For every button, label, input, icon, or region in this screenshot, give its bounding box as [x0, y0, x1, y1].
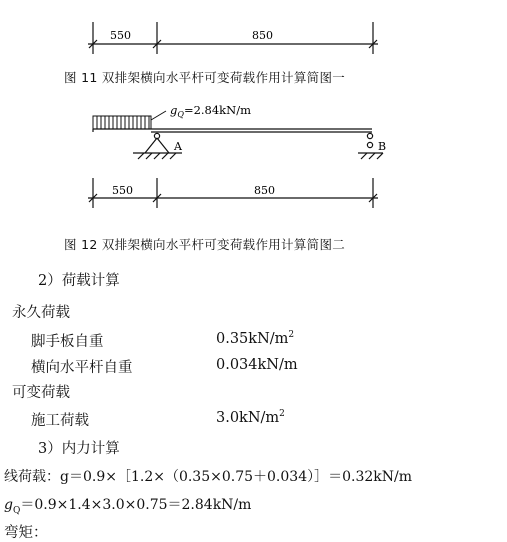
variable-load-formula: $g_Q=0.9\times 1.4\times 3.0\times 0.75=2.84kN/m$: [4, 497, 252, 516]
load-item-value: $3.0kN/m^2$: [216, 409, 285, 426]
section2-heading: 2）荷载计算: [38, 273, 120, 289]
bending-moment-label: 弯矩：: [4, 525, 48, 541]
support-a-label: A: [174, 140, 182, 153]
load-item-name: 脚手板自重: [31, 334, 104, 350]
load-item-name: 施工荷载: [31, 413, 89, 429]
load-item-value: 0.034kN/m: [216, 356, 298, 373]
figure11-caption: 图 11 双排架横向水平杆可变荷载作用计算简图一: [64, 70, 346, 85]
load-item-value: $0.35kN/m^2$: [216, 330, 295, 347]
dim-550-fig12: 550: [112, 184, 133, 197]
figure12-diagram: [0, 98, 507, 230]
permanent-load-title: 永久荷载: [12, 305, 70, 321]
figure12-caption: 图 12 双排架横向水平杆可变荷载作用计算简图二: [64, 237, 346, 252]
beam: [93, 129, 372, 132]
distributed-load: [93, 111, 166, 129]
figure11-dimension-line: [0, 0, 507, 60]
dim-850: 850: [252, 29, 273, 42]
load-label: $g_Q=2.84kN/m$: [170, 103, 251, 119]
support-b-label: B: [378, 140, 387, 153]
dim-850-fig12: 850: [254, 184, 275, 197]
variable-load-title: 可变荷载: [12, 385, 70, 401]
section3-heading: 3）内力计算: [38, 441, 120, 457]
dim-550: 550: [110, 29, 131, 42]
load-item-name: 横向水平杆自重: [31, 360, 133, 376]
line-load-formula: 线荷载：g＝0.9×［1.2×（0.35×0.75＋0.034）］＝0.32kN/m: [4, 469, 413, 485]
